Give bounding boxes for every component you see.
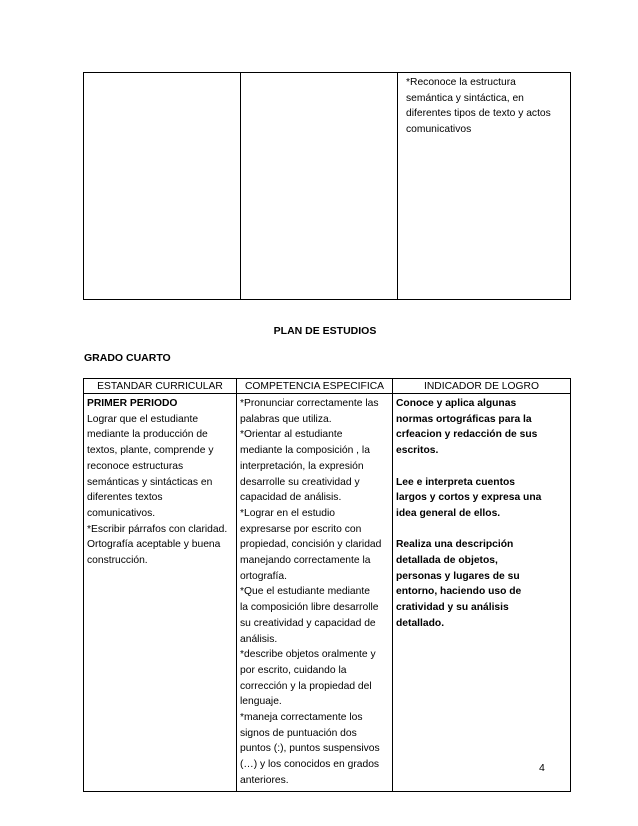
table-row xyxy=(84,73,571,300)
curriculum-table xyxy=(83,378,571,792)
indicator-line: largos y cortos y expresa una xyxy=(396,492,542,504)
column-header-competence: COMPETENCIA ESPECIFICA xyxy=(237,379,393,394)
indicator-line: Lee e interpreta cuentos xyxy=(396,476,516,488)
competence-cell-empty xyxy=(241,73,398,300)
competence-line: desarrolle su creatividad y xyxy=(240,476,360,488)
competence-line: (…) y los conocidos en grados xyxy=(240,759,380,771)
standard-line: Ortografía aceptable y buena xyxy=(87,539,221,551)
previous-grade-table xyxy=(83,72,571,300)
competence-line: signos de puntuación dos xyxy=(240,727,357,739)
competence-line: *Lograr en el estudio xyxy=(240,507,336,519)
standard-cell-empty xyxy=(84,73,241,300)
grade-heading: GRADO CUARTO xyxy=(84,352,171,364)
indicator-cell xyxy=(398,73,571,300)
indicator-line: normas ortográficas para la xyxy=(396,413,532,425)
indicator-line: detallada de objetos, xyxy=(396,555,498,566)
competence-line: *Pronunciar correctamente las xyxy=(240,398,379,409)
table-row xyxy=(84,394,571,792)
competence-line: propiedad, concisión y claridad xyxy=(240,539,382,551)
indicator-line: idea general de ellos. xyxy=(396,507,501,519)
standard-line: textos, plante, comprende y xyxy=(87,445,214,457)
paragraph-gap xyxy=(396,459,567,475)
competence-line: por escrito, cuidando la xyxy=(240,664,347,676)
competence-line: mediante la composición , la xyxy=(240,445,370,457)
indicator-line: diferentes tipos de texto y actos xyxy=(406,108,551,120)
competence-line: *describe objetos oralmente y xyxy=(240,649,376,661)
indicator-cell xyxy=(393,394,571,792)
indicator-line: escritos. xyxy=(396,445,439,457)
standard-line: mediante la producción de xyxy=(87,429,208,441)
competence-line: ortografía. xyxy=(240,570,287,582)
column-header-standard: ESTANDAR CURRICULAR xyxy=(84,379,237,394)
competence-line: anteriores. xyxy=(240,774,289,786)
standard-line: semánticas y sintácticas en xyxy=(87,476,213,488)
competence-line: *Que el estudiante mediante xyxy=(240,586,370,598)
competence-line: palabras que utiliza. xyxy=(240,413,332,425)
competence-line: capacidad de análisis. xyxy=(240,492,342,504)
competence-line: *Orientar al estudiante xyxy=(240,429,343,441)
indicator-line: semántica y sintáctica, en xyxy=(406,92,524,104)
table-header-row xyxy=(84,379,571,394)
standard-line: reconoce estructuras xyxy=(87,460,184,472)
standard-line: comunicativos. xyxy=(87,507,156,519)
standard-line: diferentes textos xyxy=(87,492,163,504)
competence-line: su creatividad y capacidad de xyxy=(240,617,376,629)
competence-line: corrección y la propiedad del xyxy=(240,680,372,692)
standard-line: construcción. xyxy=(87,555,148,567)
competence-line: expresarse por escrito con xyxy=(240,523,362,535)
indicator-line: personas y lugares de su xyxy=(396,570,520,582)
period-label: PRIMER PERIODO xyxy=(87,398,178,409)
competence-line: lenguaje. xyxy=(240,696,282,708)
page-number: 4 xyxy=(539,762,545,774)
competence-line: análisis. xyxy=(240,633,278,645)
standard-line: *Escribir párrafos con claridad. xyxy=(87,523,228,535)
competence-line: la composición libre desarrolle xyxy=(240,602,379,614)
indicator-line: entorno, haciendo uso de xyxy=(396,586,522,598)
page-title: PLAN DE ESTUDIOS xyxy=(273,325,377,337)
indicator-line: cratividad y su análisis xyxy=(396,602,509,614)
competence-line: *maneja correctamente los xyxy=(240,712,363,724)
indicator-line: *Reconoce la estructura xyxy=(406,77,516,88)
indicator-line: Conoce y aplica algunas xyxy=(396,398,517,409)
competence-line: manejando correctamente la xyxy=(240,555,371,567)
competence-line: puntos (:), puntos suspensivos xyxy=(240,743,380,755)
competence-cell xyxy=(237,394,393,792)
indicator-line: detallado. xyxy=(396,617,445,629)
indicator-line: comunicativos xyxy=(406,124,472,136)
standard-cell xyxy=(84,394,237,792)
standard-line: Lograr que el estudiante xyxy=(87,413,199,425)
column-header-indicator: INDICADOR DE LOGRO xyxy=(393,379,571,394)
paragraph-gap xyxy=(396,522,567,538)
indicator-line: Realiza una descripción xyxy=(396,539,514,551)
indicator-line: crfeacion y redacción de sus xyxy=(396,429,538,441)
competence-line: interpretación, la expresión xyxy=(240,460,364,472)
